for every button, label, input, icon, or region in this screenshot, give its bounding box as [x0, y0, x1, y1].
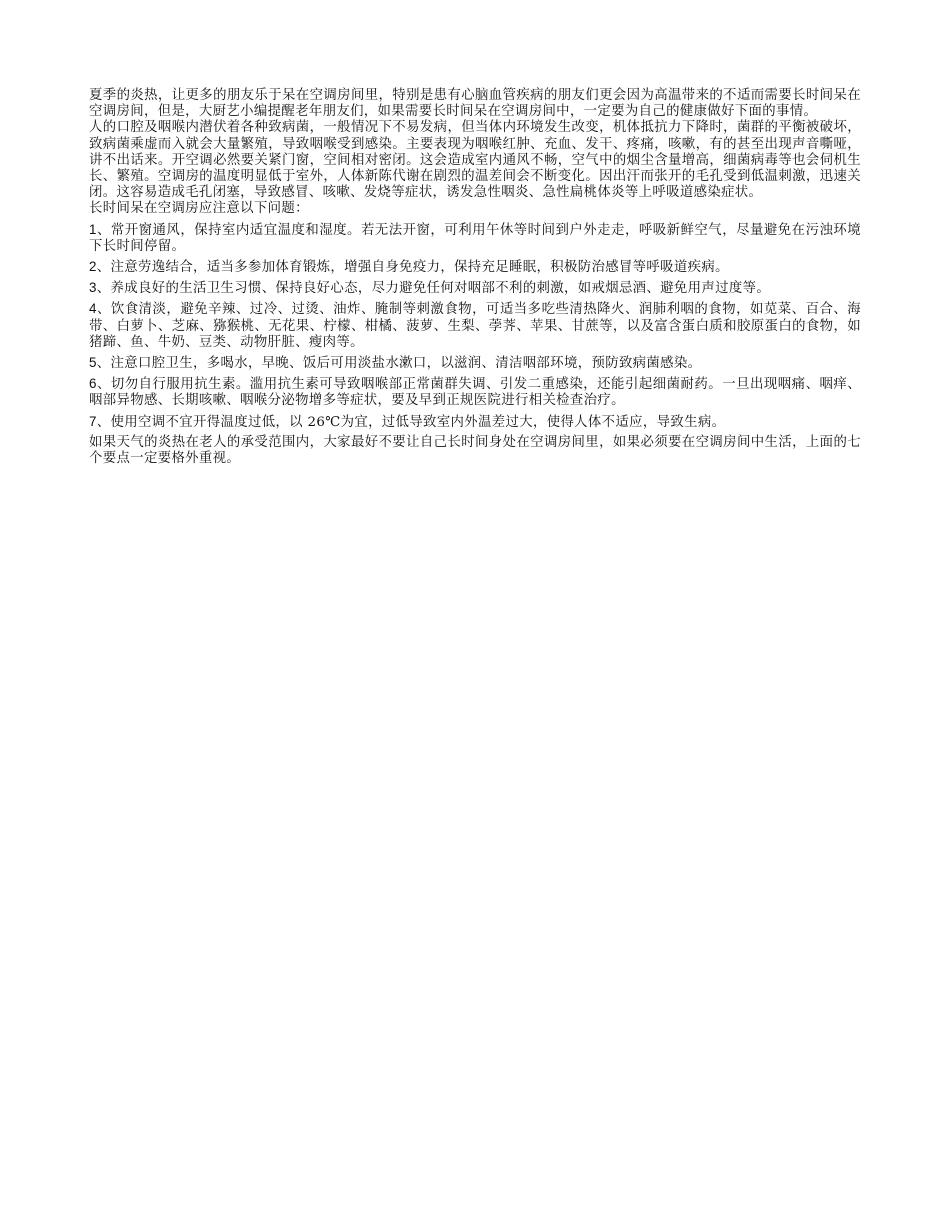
- list-item-number: 4、: [89, 301, 111, 317]
- list-item-text: 注意劳逸结合，适当多参加体育锻炼，增强自身免疫力，保持充足睡眠，积极防治感冒等呼吸道疾病。: [110, 260, 729, 276]
- list-heading: 长时间呆在空调房应注意以下问题：: [89, 201, 309, 217]
- list-item: [89, 372, 861, 409]
- list-item-number: 2、: [89, 259, 111, 275]
- list-item-text: 养成良好的生活卫生习惯、保持良好心态，尽力避免任何对咽部不利的刺激，如戒烟忌酒、避免用声过度等。: [110, 281, 771, 297]
- intro-paragraph: 夏季的炎热，让更多的朋友乐于呆在空调房间里，特别是患有心脑血管疾病的朋友们更会因为高温带来的不适而需要长时间呆在空调房间，但是，大厨艺小编提醒老年朋友们，如果需要长时间呆在空调房间中，一定要为自己的健康做好下面的事情。: [89, 88, 861, 120]
- list-item: [89, 255, 861, 276]
- list-item-number: 5、: [89, 355, 111, 371]
- list-item: [89, 351, 861, 372]
- list-item-number: 3、: [89, 280, 111, 296]
- list-item-text: 注意口腔卫生，多喝水，早晚、饭后可用淡盐水漱口，以滋润、清洁咽部环境，预防致病菌感染。: [110, 356, 702, 372]
- list-item-number: 1、: [89, 221, 111, 237]
- closing-paragraph: 如果天气的炎热在老人的承受范围内，大家最好不要让自己长时间身处在空调房间里，如果必须要在空调房间中生活，上面的七个要点一定要格外重视。: [89, 434, 861, 467]
- list-item: [89, 410, 861, 431]
- document-body: [89, 88, 861, 467]
- list-item: [89, 297, 861, 351]
- list-item-text: 使用空调不宜开得温度过低，以 26℃为宜，过低导致室内外温差过大，使得人体不适应，导致生病。: [110, 414, 726, 430]
- background-paragraph: 人的口腔及咽喉内潜伏着各种致病菌，一般情况下不易发病，但当体内环境发生改变，机体抵抗力下降时，菌群的平衡被破坏，致病菌乘虚而入就会大量繁殖，导致咽喉受到感染。主要表现为咽喉红肿、充血、发干、疼痛，咳嗽，有的甚至出现声音嘶哑，讲不出话来。开空调必然要关紧门窗，空间相对密闭。这会造成室内通风不畅，空气中的烟尘含量增高，细菌病毒等也会伺机生长、繁殖。空调房的温度明显低于室外，人体新陈代谢在剧烈的温差间会不断变化。因出汗而张开的毛孔受到低温刺激，迅速关闭。这容易造成毛孔闭塞，导致感冒、咳嗽、发烧等症状，诱发急性咽炎、急性扁桃体炎等上呼吸道感染症状。: [89, 120, 861, 201]
- list-item: [89, 276, 861, 297]
- list-item-number: 7、: [89, 413, 111, 429]
- list-item: [89, 218, 861, 255]
- list-item-text: 常开窗通风，保持室内适宜温度和湿度。若无法开窗，可利用午休等时间到户外走走，呼吸新鲜空气，尽量避免在污浊环境下长时间停留。: [89, 222, 861, 254]
- list-item-text: 切勿自行服用抗生素。滥用抗生素可导致咽喉部正常菌群失调、引发二重感染，还能引起细菌耐药。一旦出现咽痛、咽痒、咽部异物感、长期咳嗽、咽喉分泌物增多等症状，要及早到正规医院进行相关检查治疗。: [89, 377, 861, 409]
- list-item-text: 饮食清淡，避免辛辣、过冷、过烫、油炸、腌制等刺激食物，可适当多吃些清热降火、润肺利咽的食物，如苋菜、百合、海带、白萝卜、芝麻、猕猴桃、无花果、柠檬、柑橘、菠萝、生梨、荸荠、苹果、甘蔗等，以及富含蛋白质和胶原蛋白的食物，如猪蹄、鱼、牛奶、豆类、动物肝脏、瘦肉等。: [89, 302, 861, 350]
- list-item-number: 6、: [89, 376, 111, 392]
